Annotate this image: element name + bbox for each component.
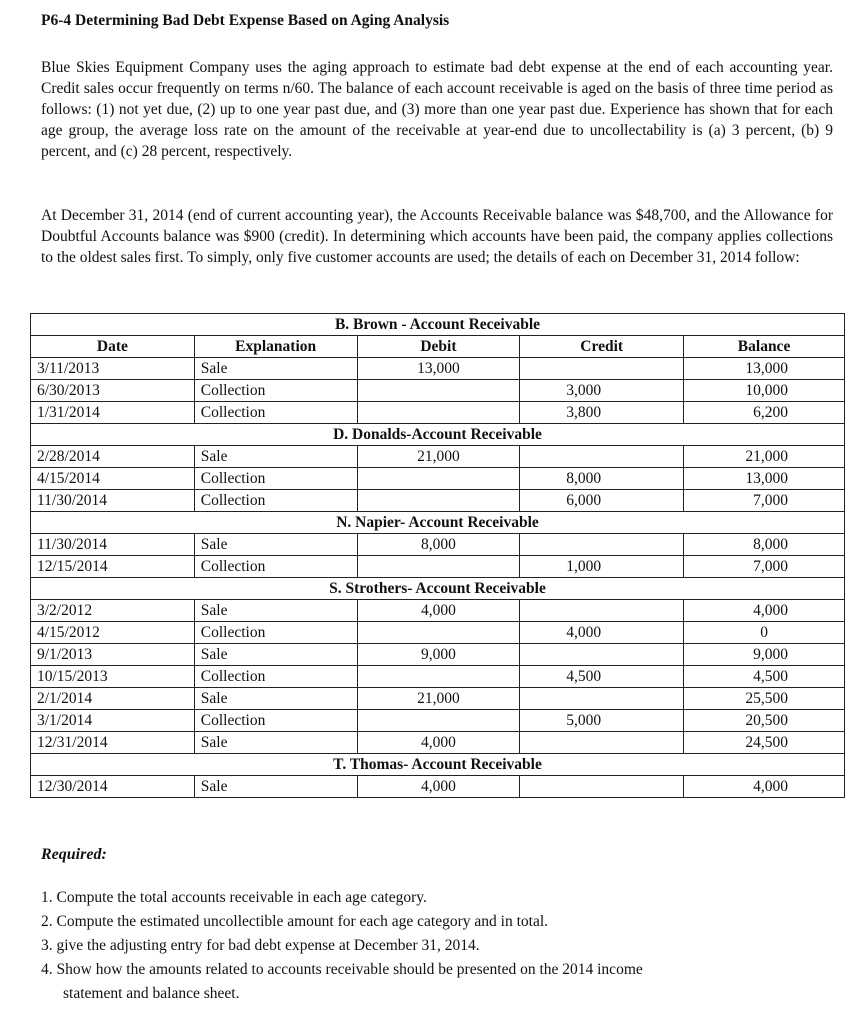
table-row: [31, 358, 845, 380]
balance-cell: 24,500: [684, 732, 845, 754]
credit-cell: [520, 446, 684, 468]
column-header: Explanation: [194, 336, 357, 358]
table-row: [31, 666, 845, 688]
explanation-cell: Collection: [194, 490, 357, 512]
requirement-item: [41, 958, 643, 1006]
table-row: [31, 600, 845, 622]
credit-cell: [520, 732, 684, 754]
requirement-item: 1. Compute the total accounts receivable in each age category.: [41, 889, 427, 906]
explanation-cell: Collection: [194, 380, 357, 402]
credit-cell: 1,000: [520, 556, 684, 578]
account-title-row: [31, 424, 845, 446]
date-cell: 2/28/2014: [31, 446, 195, 468]
table-row: [31, 534, 845, 556]
debit-cell: 8,000: [357, 534, 520, 556]
balance-cell: 4,500: [684, 666, 845, 688]
credit-cell: 3,000: [520, 380, 684, 402]
requirement-item: 2. Compute the estimated uncollectible amount for each age category and in total.: [41, 913, 549, 930]
explanation-cell: Collection: [194, 622, 357, 644]
table-row: [31, 490, 845, 512]
explanation-cell: Sale: [194, 644, 357, 666]
column-header: Date: [31, 336, 195, 358]
debit-cell: [357, 710, 520, 732]
credit-cell: 6,000: [520, 490, 684, 512]
account-title: N. Napier- Account Receivable: [31, 512, 845, 534]
date-cell: 4/15/2012: [31, 622, 195, 644]
problem-title: P6-4 Determining Bad Debt Expense Based on Aging Analysis: [41, 12, 450, 29]
balance-cell: 6,200: [684, 402, 845, 424]
account-title-row: [31, 754, 845, 776]
account-title-row: [31, 512, 845, 534]
requirement-text-continued: statement and balance sheet.: [63, 985, 240, 1002]
credit-cell: [520, 358, 684, 380]
date-cell: 4/15/2014: [31, 468, 195, 490]
explanation-cell: Sale: [194, 776, 357, 798]
balance-cell: 13,000: [684, 358, 845, 380]
explanation-cell: Collection: [194, 666, 357, 688]
debit-cell: 21,000: [357, 446, 520, 468]
table-row: [31, 776, 845, 798]
table-row: [31, 402, 845, 424]
account-title: B. Brown - Account Receivable: [31, 314, 845, 336]
accounts-receivable-table: [30, 313, 845, 798]
date-cell: 10/15/2013: [31, 666, 195, 688]
credit-cell: 5,000: [520, 710, 684, 732]
date-cell: 9/1/2013: [31, 644, 195, 666]
balance-cell: 13,000: [684, 468, 845, 490]
credit-cell: [520, 688, 684, 710]
column-header: Balance: [684, 336, 845, 358]
balance-cell: 7,000: [684, 490, 845, 512]
date-cell: 1/31/2014: [31, 402, 195, 424]
explanation-cell: Collection: [194, 556, 357, 578]
debit-cell: [357, 556, 520, 578]
balance-cell: 9,000: [684, 644, 845, 666]
debit-cell: 9,000: [357, 644, 520, 666]
debit-cell: [357, 622, 520, 644]
table-row: [31, 468, 845, 490]
date-cell: 12/31/2014: [31, 732, 195, 754]
date-cell: 11/30/2014: [31, 490, 195, 512]
date-cell: 3/11/2013: [31, 358, 195, 380]
explanation-cell: Sale: [194, 688, 357, 710]
credit-cell: [520, 534, 684, 556]
credit-cell: [520, 776, 684, 798]
table-row: [31, 732, 845, 754]
date-cell: 3/2/2012: [31, 600, 195, 622]
debit-cell: [357, 666, 520, 688]
requirement-item: 3. give the adjusting entry for bad debt expense at December 31, 2014.: [41, 937, 480, 954]
explanation-cell: Sale: [194, 358, 357, 380]
balance-cell: 4,000: [684, 600, 845, 622]
table-row: [31, 380, 845, 402]
account-title: D. Donalds-Account Receivable: [31, 424, 845, 446]
column-header: Credit: [520, 336, 684, 358]
date-cell: 3/1/2014: [31, 710, 195, 732]
account-title: T. Thomas- Account Receivable: [31, 754, 845, 776]
date-cell: 11/30/2014: [31, 534, 195, 556]
balance-cell: 7,000: [684, 556, 845, 578]
explanation-cell: Sale: [194, 600, 357, 622]
credit-cell: 8,000: [520, 468, 684, 490]
debit-cell: [357, 380, 520, 402]
table-row: [31, 644, 845, 666]
table-row: [31, 622, 845, 644]
debit-cell: [357, 468, 520, 490]
explanation-cell: Collection: [194, 468, 357, 490]
date-cell: 6/30/2013: [31, 380, 195, 402]
table-row: [31, 710, 845, 732]
table-row: [31, 688, 845, 710]
explanation-cell: Sale: [194, 446, 357, 468]
table-row: [31, 556, 845, 578]
debit-cell: 21,000: [357, 688, 520, 710]
column-header: Debit: [357, 336, 520, 358]
explanation-cell: Sale: [194, 732, 357, 754]
balance-cell: 25,500: [684, 688, 845, 710]
column-header-row: [31, 336, 845, 358]
balance-cell: 0: [684, 622, 845, 644]
credit-cell: 4,000: [520, 622, 684, 644]
intro-paragraph: Blue Skies Equipment Company uses the aging approach to estimate bad debt expense at the end of each accounting year. Credit sales occur frequently on terms n/60. The balance of each account receivable is aged on the basis of three time period as follows: (1) not yet due, (2) up to one year past due, and (3) more than one year past due. Experience has shown that for each age group, the average loss rate on the amount of the receivable at year-end due to uncollectability is (a) 3 percent, (b) 9 percent, and (c) 28 percent, respectively.: [41, 59, 833, 160]
requirements-list: [41, 886, 643, 1006]
explanation-cell: Collection: [194, 710, 357, 732]
debit-cell: 13,000: [357, 358, 520, 380]
debit-cell: [357, 402, 520, 424]
credit-cell: [520, 644, 684, 666]
table-row: [31, 446, 845, 468]
requirement-text: 4. Show how the amounts related to accounts receivable should be presented on the 2014 income: [41, 961, 643, 978]
date-cell: 12/30/2014: [31, 776, 195, 798]
details-paragraph: At December 31, 2014 (end of current accounting year), the Accounts Receivable balance was $48,700, and the Allowance for Doubtful Accounts balance was $900 (credit). In determining which accounts have been paid, the company applies collections to the oldest sales first. To simply, only five customer accounts are used; the details of each on December 31, 2014 follow:: [41, 207, 833, 266]
date-cell: 2/1/2014: [31, 688, 195, 710]
date-cell: 12/15/2014: [31, 556, 195, 578]
balance-cell: 20,500: [684, 710, 845, 732]
balance-cell: 8,000: [684, 534, 845, 556]
credit-cell: 3,800: [520, 402, 684, 424]
account-title: S. Strothers- Account Receivable: [31, 578, 845, 600]
debit-cell: [357, 490, 520, 512]
credit-cell: [520, 600, 684, 622]
balance-cell: 21,000: [684, 446, 845, 468]
debit-cell: 4,000: [357, 776, 520, 798]
debit-cell: 4,000: [357, 600, 520, 622]
debit-cell: 4,000: [357, 732, 520, 754]
explanation-cell: Collection: [194, 402, 357, 424]
credit-cell: 4,500: [520, 666, 684, 688]
required-heading: Required:: [41, 846, 107, 863]
explanation-cell: Sale: [194, 534, 357, 556]
balance-cell: 10,000: [684, 380, 845, 402]
balance-cell: 4,000: [684, 776, 845, 798]
account-title-row: [31, 314, 845, 336]
account-title-row: [31, 578, 845, 600]
